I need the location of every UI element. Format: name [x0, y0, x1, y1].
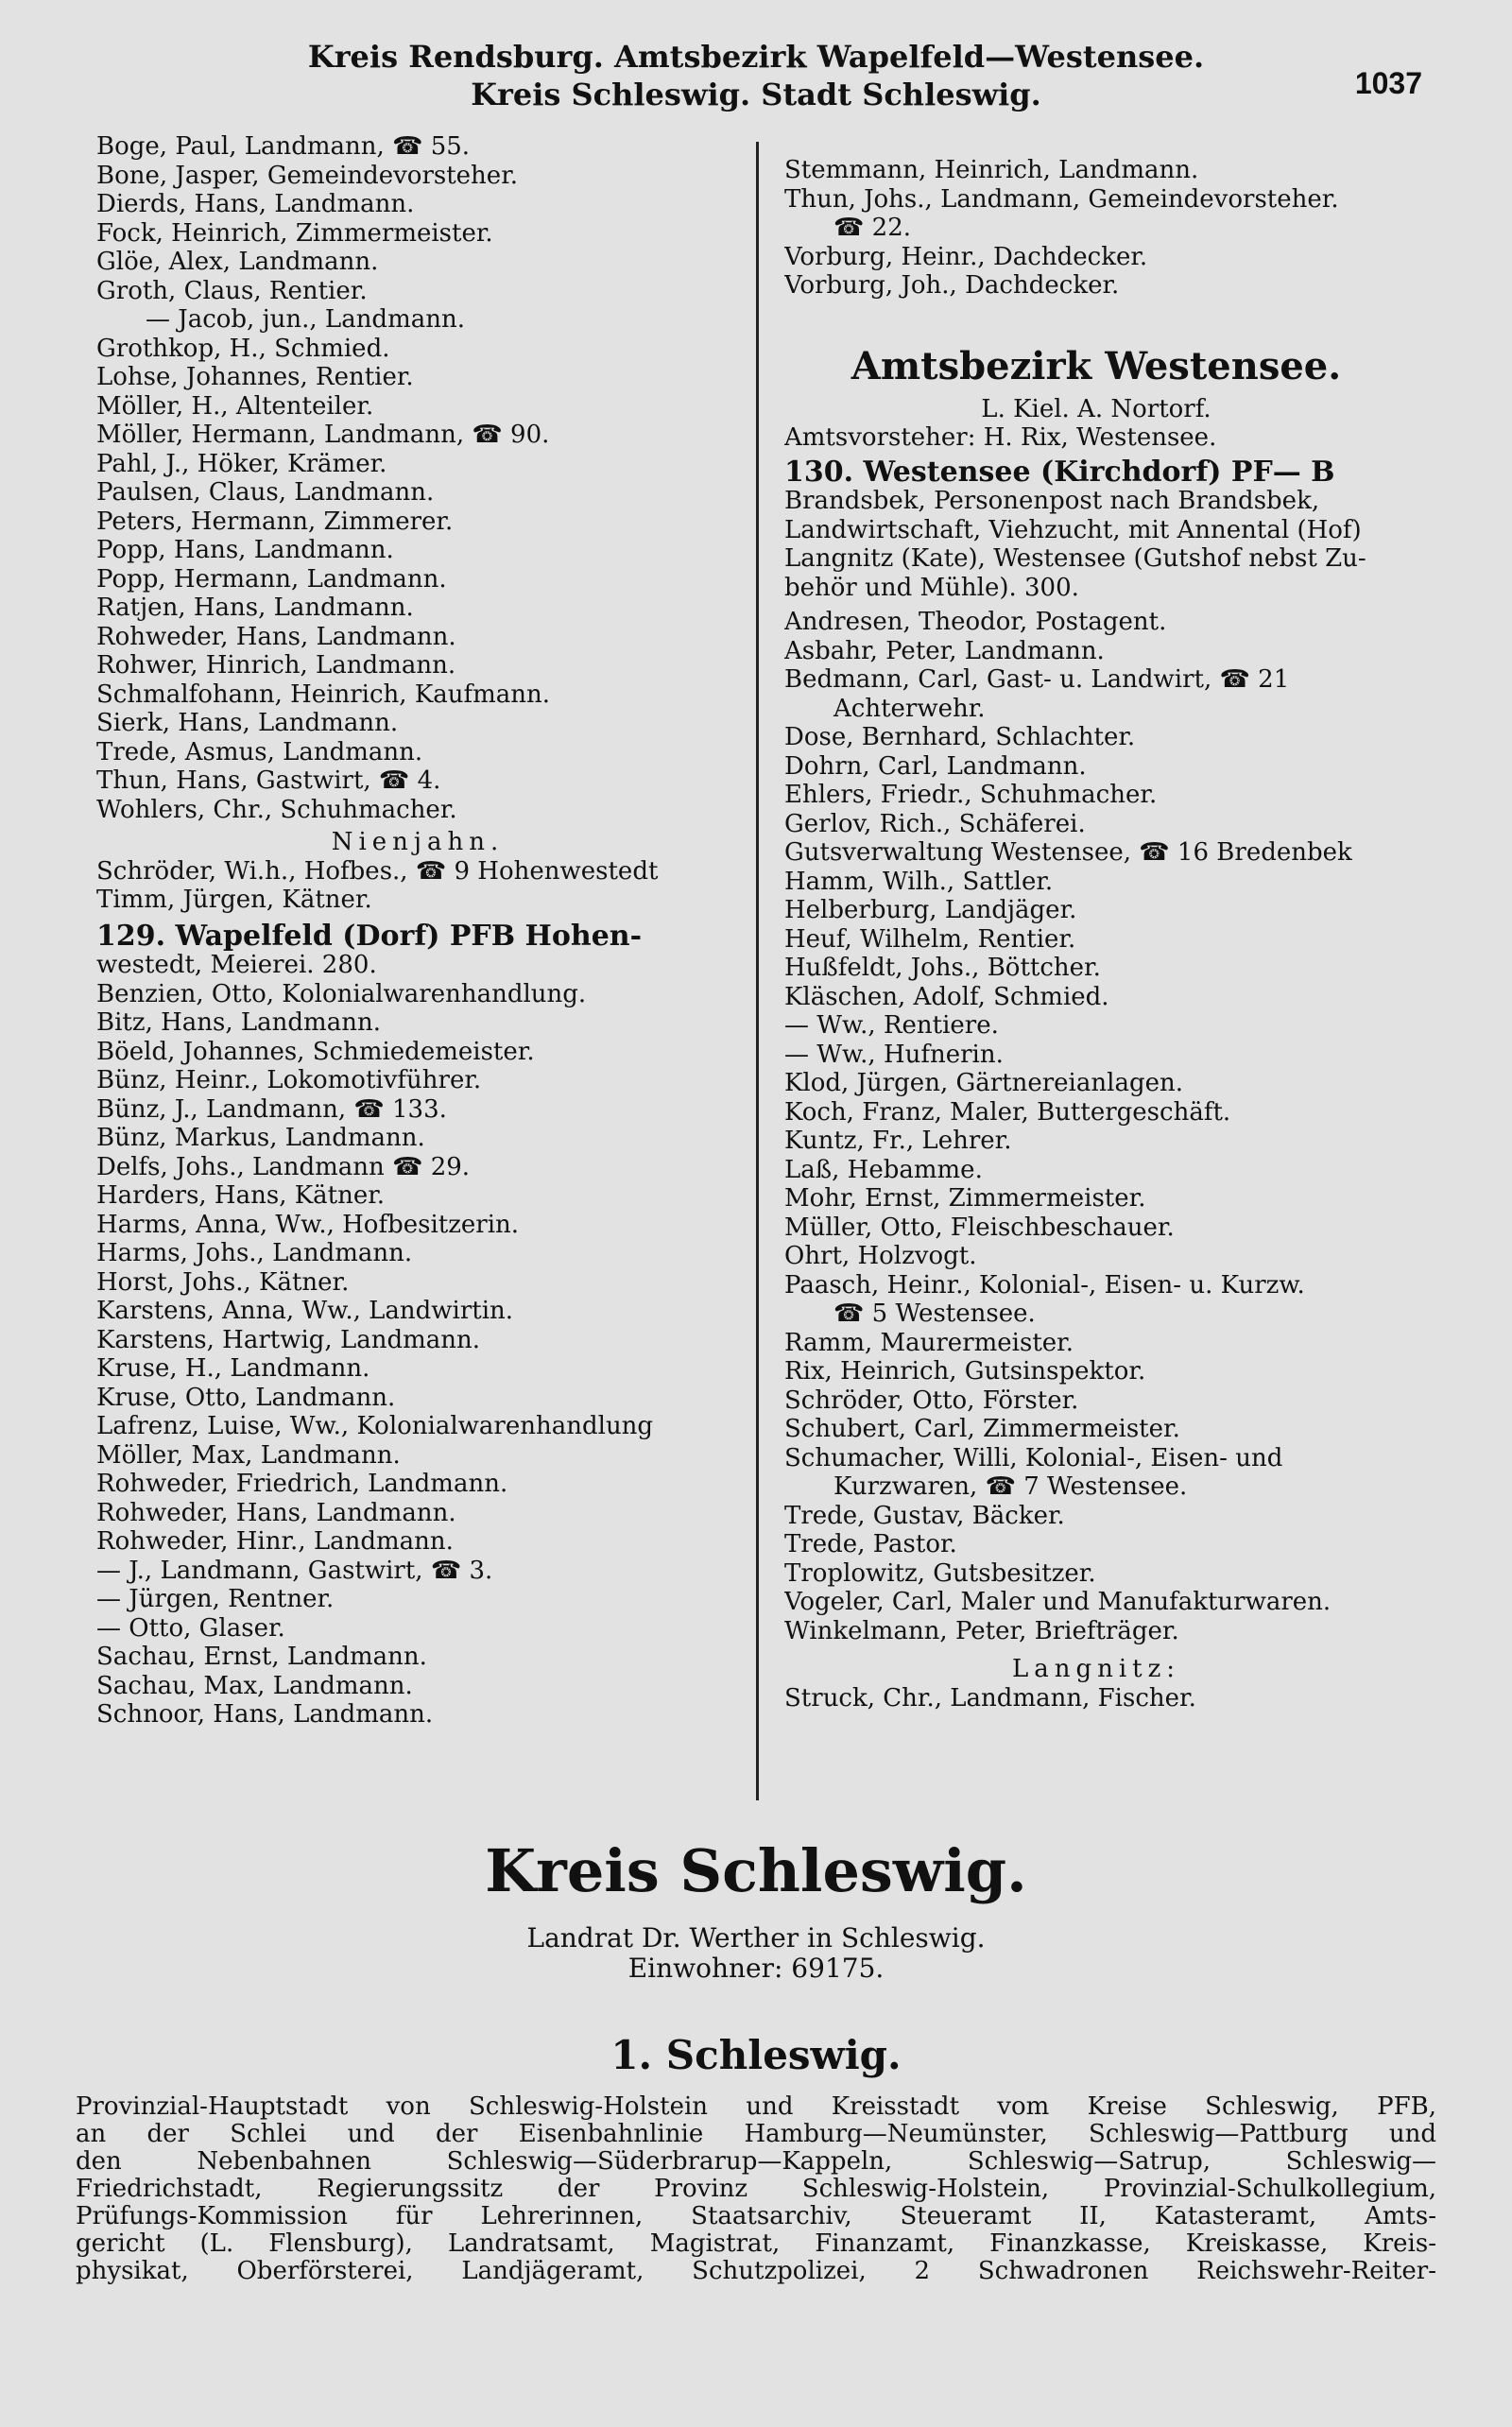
directory-entry: Schröder, Otto, Förster.	[784, 1386, 1079, 1415]
landrat-line: Landrat Dr. Werther in Schleswig.	[526, 1922, 986, 1954]
directory-entry: Harders, Hans, Kätner.	[96, 1181, 386, 1210]
right-entries-b	[784, 608, 1408, 1645]
left-column	[96, 132, 739, 1730]
directory-entry: Heuf, Wilhelm, Rentier.	[784, 924, 1076, 954]
directory-entry: Bedmann, Carl, Gast- u. Landwirt, ☎ 21	[784, 665, 1290, 694]
amtsvorsteher-line: Amtsvorsteher: H. Rix, Westensee.	[784, 423, 1217, 452]
directory-entry: Landwirtschaft, Viehzucht, mit Annental (Hof)	[784, 515, 1362, 544]
kreis-schleswig-title: Kreis Schleswig.	[485, 1836, 1027, 1905]
directory-entry: Asbahr, Peter, Landmann.	[784, 636, 1105, 665]
directory-entry: Schnoor, Hans, Landmann.	[96, 1700, 434, 1729]
directory-entry: ☎ 5 Westensee.	[833, 1300, 1036, 1328]
directory-entry: Möller, Hermann, Landmann, ☎ 90.	[96, 421, 550, 449]
directory-entry: Karstens, Anna, Ww., Landwirtin.	[96, 1297, 514, 1325]
directory-entry: Ehlers, Friedr., Schuhmacher.	[784, 781, 1158, 809]
directory-entry: Delfs, Johs., Landmann ☎ 29.	[96, 1152, 471, 1181]
directory-entry: Hamm, Wilh., Sattler.	[784, 867, 1054, 896]
directory-entry: Kuntz, Fr., Lehrer.	[784, 1127, 1012, 1155]
paragraph-line: Prüfungs-Kommission für Lehrerinnen, Staatsarchiv, Steueramt II, Katasteramt, Amts-	[76, 2203, 1436, 2230]
section-label-langnitz: Langnitz:	[1011, 1655, 1181, 1683]
directory-entry: Rohweder, Hinr., Landmann.	[96, 1527, 454, 1556]
right-column	[784, 156, 1408, 1713]
directory-entry: Dose, Bernhard, Schlachter.	[784, 723, 1136, 751]
directory-entry: Boge, Paul, Landmann, ☎ 55.	[96, 132, 471, 161]
langnitz-entry: Struck, Chr., Landmann, Fischer.	[784, 1683, 1196, 1713]
directory-entry: Schubert, Carl, Zimmermeister.	[784, 1415, 1180, 1443]
entry-129-heading: 129. Wapelfeld (Dorf) PFB Hohen-	[96, 921, 643, 951]
directory-entry: Kruse, Otto, Landmann.	[96, 1383, 396, 1412]
directory-entry: Dierds, Hans, Landmann.	[96, 190, 415, 218]
directory-entry: Mohr, Ernst, Zimmermeister.	[784, 1184, 1146, 1213]
directory-entry: Kläschen, Adolf, Schmied.	[784, 982, 1109, 1011]
running-header-line-1: Kreis Rendsburg. Amtsbezirk Wapelfeld—Westensee.	[307, 39, 1205, 75]
directory-entry: Bünz, Heinr., Lokomotivführer.	[96, 1066, 482, 1094]
directory-entry: Thun, Hans, Gastwirt, ☎ 4.	[96, 766, 441, 795]
directory-entry: Vogeler, Carl, Maler und Manufakturwaren.	[784, 1588, 1332, 1616]
left-entries-b	[96, 857, 739, 915]
directory-entry: Möller, Max, Landmann.	[96, 1440, 401, 1470]
directory-entry: Stemmann, Heinrich, Landmann.	[784, 156, 1199, 184]
directory-entry: Rix, Heinrich, Gutsinspektor.	[784, 1357, 1146, 1386]
directory-entry: Schröder, Wi.h., Hofbes., ☎ 9 Hohenwestedt	[96, 856, 659, 886]
running-header-line-2: Kreis Schleswig. Stadt Schleswig.	[471, 77, 1041, 112]
amtsbezirk-westensee-title: Amtsbezirk Westensee.	[850, 343, 1342, 388]
directory-entry: Bünz, J., Landmann, ☎ 133.	[96, 1094, 447, 1124]
directory-entry: Schumacher, Willi, Kolonial-, Eisen- und	[784, 1443, 1283, 1472]
paragraph-line: an der Schlei und der Eisenbahnlinie Hamburg—Neumünster, Schleswig—Pattburg und	[76, 2121, 1436, 2148]
directory-entry: Pahl, J., Höker, Krämer.	[96, 449, 387, 478]
directory-entry: Thun, Johs., Landmann, Gemeindevorsteher.	[784, 184, 1339, 214]
directory-entry: Trede, Gustav, Bäcker.	[784, 1501, 1065, 1530]
section-label-nienjahn: Nienjahn.	[331, 828, 505, 856]
directory-entry: Achterwehr.	[833, 694, 986, 723]
directory-entry: Klod, Jürgen, Gärtnereianlagen.	[784, 1069, 1183, 1097]
directory-entry: Paasch, Heinr., Kolonial-, Eisen- u. Kurzw.	[784, 1270, 1305, 1300]
directory-entry: Hußfeldt, Johs., Böttcher.	[784, 954, 1101, 982]
directory-entry: Popp, Hans, Landmann.	[96, 536, 394, 564]
directory-entry: Kruse, H., Landmann.	[96, 1354, 370, 1383]
city-schleswig-title: 1. Schleswig.	[610, 2032, 902, 2078]
directory-entry: Lohse, Johannes, Rentier.	[96, 363, 414, 391]
paragraph-line: den Nebenbahnen Schleswig—Süderbrarup—Kappeln, Schleswig—Satrup, Schleswig—	[76, 2148, 1436, 2176]
directory-entry: behör und Mühle). 300.	[784, 573, 1079, 602]
directory-entry: Harms, Anna, Ww., Hofbesitzerin.	[96, 1210, 520, 1239]
entry-129-continuation: westedt, Meierei. 280.	[96, 951, 377, 979]
directory-entry: Rohweder, Friedrich, Landmann.	[96, 1470, 508, 1498]
directory-entry: Groth, Claus, Rentier.	[96, 276, 368, 305]
directory-entry: Rohwer, Hinrich, Landmann.	[96, 651, 456, 680]
directory-entry: Kurzwaren, ☎ 7 Westensee.	[833, 1472, 1188, 1501]
directory-entry: — J., Landmann, Gastwirt, ☎ 3.	[96, 1556, 493, 1585]
directory-entry: Helberburg, Landjäger.	[784, 896, 1077, 924]
directory-entry: Trede, Asmus, Landmann.	[96, 737, 423, 766]
directory-entry: Ratjen, Hans, Landmann.	[96, 594, 414, 622]
entry-130-heading: 130. Westensee (Kirchdorf) PF— B	[784, 457, 1335, 487]
right-entries-a	[784, 156, 1408, 301]
directory-entry: Vorburg, Heinr., Dachdecker.	[784, 242, 1148, 271]
directory-entry: Karstens, Hartwig, Landmann.	[96, 1325, 481, 1354]
directory-entry: — Ww., Rentiere.	[784, 1011, 999, 1040]
directory-entry: Laß, Hebamme.	[784, 1155, 983, 1184]
directory-entry: Troplowitz, Gutsbesitzer.	[784, 1558, 1096, 1588]
directory-entry: Wohlers, Chr., Schuhmacher.	[96, 795, 457, 824]
directory-entry: Peters, Hermann, Zimmerer.	[96, 507, 454, 536]
kreis-info	[0, 1923, 1512, 1984]
directory-entry: — Otto, Glaser.	[96, 1613, 285, 1643]
paragraph-line: gericht (L. Flensburg), Landratsamt, Magistrat, Finanzamt, Finanzkasse, Kreiskasse, Kreis-	[76, 2230, 1436, 2258]
directory-entry: Sachau, Max, Landmann.	[96, 1671, 413, 1700]
directory-entry: Popp, Hermann, Landmann.	[96, 564, 447, 594]
directory-entry: Brandsbek, Personenpost nach Brandsbek,	[784, 487, 1320, 515]
directory-entry: Benzien, Otto, Kolonialwarenhandlung.	[96, 979, 587, 1008]
directory-entry: Sachau, Ernst, Landmann.	[96, 1643, 427, 1671]
directory-entry: Fock, Heinrich, Zimmermeister.	[96, 218, 493, 248]
directory-entry: Möller, H., Altenteiler.	[96, 391, 374, 421]
directory-entry: Bünz, Markus, Landmann.	[96, 1124, 425, 1152]
directory-entry: — Ww., Hufnerin.	[784, 1040, 1004, 1069]
amtsbezirk-subtitle: L. Kiel. A. Nortorf.	[981, 394, 1211, 423]
directory-entry: Harms, Johs., Landmann.	[96, 1239, 413, 1267]
directory-entry: Ohrt, Holzvogt.	[784, 1242, 977, 1270]
column-divider	[756, 142, 759, 1800]
directory-entry: Gutsverwaltung Westensee, ☎ 16 Bredenbek	[784, 838, 1352, 867]
directory-entry: Rohweder, Hans, Landmann.	[96, 1498, 456, 1527]
directory-entry: Koch, Franz, Maler, Buttergeschäft.	[784, 1097, 1231, 1127]
page-number: 1037	[1354, 66, 1422, 100]
directory-entry: Schmalfohann, Heinrich, Kaufmann.	[96, 680, 551, 709]
directory-entry: Böeld, Johannes, Schmiedemeister.	[96, 1037, 535, 1066]
directory-entry: Sierk, Hans, Landmann.	[96, 709, 399, 737]
directory-entry: Müller, Otto, Fleischbeschauer.	[784, 1213, 1175, 1242]
directory-entry: Paulsen, Claus, Landmann.	[96, 478, 435, 507]
directory-entry: Trede, Pastor.	[784, 1530, 957, 1558]
paragraph-line: physikat, Oberförsterei, Landjägeramt, Schutzpolizei, 2 Schwadronen Reichswehr-Reiter-	[76, 2258, 1436, 2285]
directory-entry: Ramm, Maurermeister.	[784, 1328, 1074, 1357]
directory-entry: Timm, Jürgen, Kätner.	[96, 886, 372, 914]
einwohner-line: Einwohner: 69175.	[627, 1953, 885, 1984]
directory-entry: Rohweder, Hans, Landmann.	[96, 622, 456, 651]
directory-entry: — Jacob, jun., Landmann.	[146, 305, 465, 334]
directory-entry: Bone, Jasper, Gemeindevorsteher.	[96, 161, 519, 190]
directory-entry: Dohrn, Carl, Landmann.	[784, 751, 1087, 781]
directory-entry: Grothkop, H., Schmied.	[96, 334, 390, 363]
paragraph-line: Friedrichstadt, Regierungssitz der Provinz Schleswig-Holstein, Provinzial-Schulkollegium,	[76, 2176, 1436, 2203]
city-description-paragraph	[76, 2093, 1436, 2285]
entry-130-description	[784, 487, 1408, 602]
directory-entry: Vorburg, Joh., Dachdecker.	[784, 271, 1120, 300]
directory-entry: Glöe, Alex, Landmann.	[96, 248, 379, 276]
directory-entry: Lafrenz, Luise, Ww., Kolonialwarenhandlung	[96, 1412, 654, 1440]
directory-entry: Langnitz (Kate), Westensee (Gutshof nebst Zu-	[784, 544, 1366, 573]
directory-entry: ☎ 22.	[833, 214, 911, 242]
directory-entry: Horst, Johs., Kätner.	[96, 1267, 350, 1297]
directory-entry: Winkelmann, Peter, Briefträger.	[784, 1616, 1179, 1645]
directory-entry: — Jürgen, Rentner.	[96, 1585, 335, 1613]
directory-entry: Bitz, Hans, Landmann.	[96, 1008, 381, 1037]
directory-entry: Gerlov, Rich., Schäferei.	[784, 809, 1086, 838]
left-entries-c	[96, 980, 739, 1730]
left-entries-a	[96, 132, 739, 824]
directory-entry: Andresen, Theodor, Postagent.	[784, 608, 1167, 636]
paragraph-line: Provinzial-Hauptstadt von Schleswig-Holstein und Kreisstadt vom Kreise Schleswig, PFB,	[76, 2093, 1436, 2121]
